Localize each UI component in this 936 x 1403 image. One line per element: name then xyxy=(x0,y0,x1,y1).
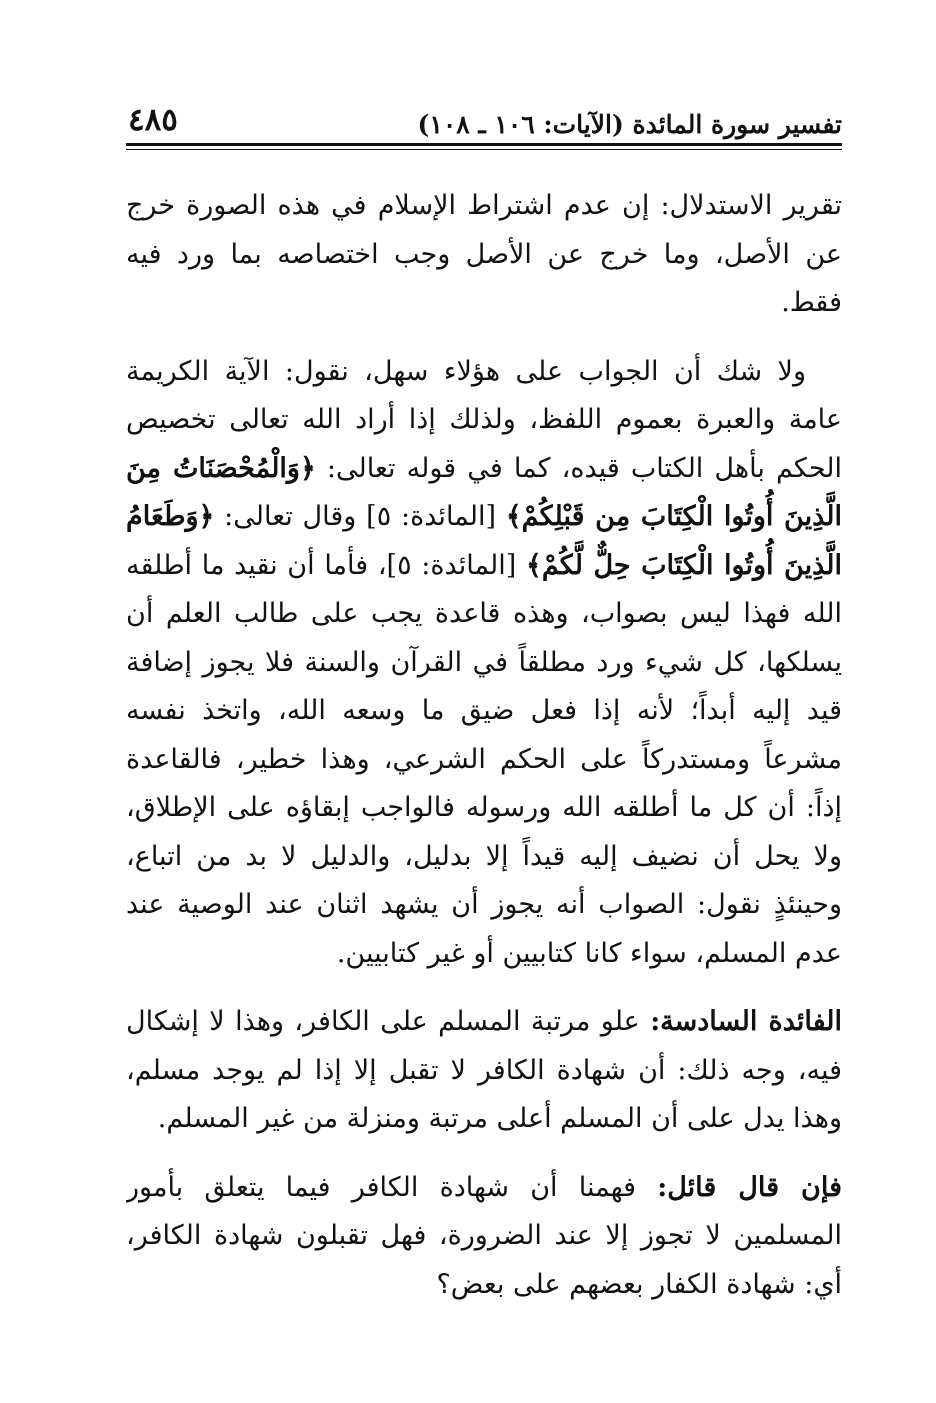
quran-verse: ﴿وَالْمُحْصَنَاتُ مِنَ الَّذِينَ أُوتُوا الْكِتَابَ مِن قَبْلِكُمْ﴾ xyxy=(126,452,842,532)
page-header xyxy=(126,96,842,148)
paragraph-text: تقرير الاستدلال: إن عدم اشتراط الإسلام في هذه الصورة خرج عن الأصل، وما خرج عن الأصل وجب اختصاصه بما ورد فيه فقط. xyxy=(126,190,842,318)
page-number: ٤٨٥ xyxy=(128,102,178,138)
header-rule-thin xyxy=(126,149,842,150)
paragraph-text: وقال تعالى: xyxy=(214,501,357,532)
paragraph-objection xyxy=(126,1164,842,1310)
paragraph-text: ولا شك أن الجواب على هؤلاء سهل، نقول: الآية الكريمة عامة والعبرة بعموم اللفظ، ولذلك إذا أراد الله تعالى تخصيص الحكم بأهل الكتاب قيده، كما في قوله تعالى: xyxy=(126,355,842,484)
paragraph-sixth-benefit xyxy=(126,998,842,1144)
header-rule-thick xyxy=(126,143,842,146)
running-title: تفسير سورة المائدة (الآيات: ١٠٦ ـ ١٠٨) xyxy=(417,110,842,139)
paragraph-text: فهمنا أن شهادة الكافر فيما يتعلق بأمور المسلمين لا تجوز إلا عند الضرورة، فهل تقبلون شهادة الكافر، أي: شهادة الكفار بعضهم على بعض؟ xyxy=(126,1171,842,1300)
verse-reference: [المائدة: ٥] xyxy=(386,549,527,581)
verse-reference: [المائدة: ٥] xyxy=(356,501,506,532)
paragraph-answer xyxy=(126,348,842,979)
paragraph-lead: الفائدة السادسة: xyxy=(650,1006,842,1037)
paragraph-text: علو مرتبة المسلم على الكافر، وهذا لا إشكال فيه، وجه ذلك: أن شهادة الكافر لا تقبل إلا إذا لم يوجد مسلم، وهذا يدل على أن المسلم أعلى مرتبة ومنزلة من غير المسلم. xyxy=(126,1006,842,1134)
paragraph-text: ، فأما أن نقيد ما أطلقه الله فهذا ليس بصواب، وهذه قاعدة يجب على طالب العلم أن يسلكها، كل شيء ورد مطلقاً في القرآن والسنة فلا يجوز إضافة قيد إليه أبداً؛ لأنه إذا فعل ضيق ما وسعه الله، واتخذ نفسه مشرعاً ومستدركاً على الحكم الشرعي، وهذا خطير، فالقاعدة إذاً: أن كل ما أطلقه الله ورسوله فالواجب إبقاؤه على الإطلاق، ولا يحل أن نضيف إليه قيداً إلا بدليل، والدليل لا بد من اتباع، وحينئذٍ نقول: الصواب أنه يجوز أن يشهد اثنان عند الوصية عند عدم المسلم، سواء كانا كتابيين أو غير كتابيين. xyxy=(126,549,842,969)
quran-verse: ﴿وَطَعَامُ الَّذِينَ أُوتُوا الْكِتَابَ حِلٌّ لَّكُمْ﴾ xyxy=(126,501,842,581)
paragraph-inference xyxy=(126,182,842,328)
paragraph-lead: فإن قال قائل: xyxy=(657,1171,842,1203)
book-page xyxy=(126,96,842,1386)
page-body xyxy=(126,182,842,1309)
